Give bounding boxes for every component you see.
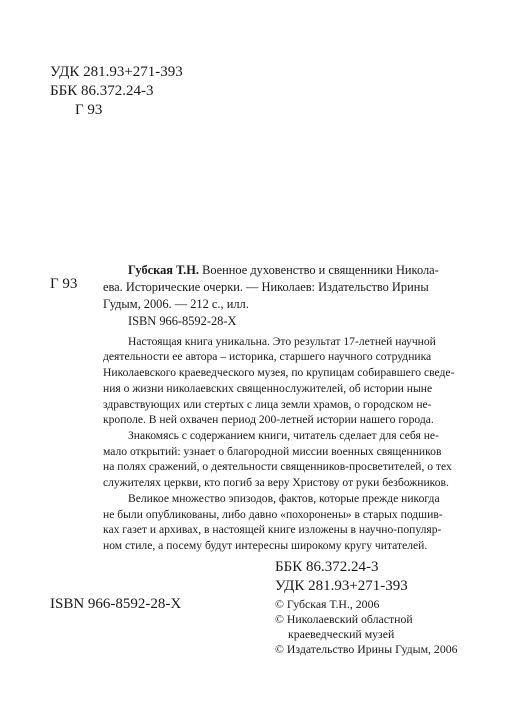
annotation-line: ния о жизни николаевских священнослужителей, об истории ныне: [103, 382, 433, 395]
annotation-line: Николаевского краеведческого музея, по крупицам собиравшего сведе-: [103, 366, 455, 379]
annotation-line: на полях сражений, о деятельности священников-просветителей, о тех: [103, 460, 452, 473]
annotation-line: Настоящая книга уникальна. Это результат 17-летней научной: [128, 335, 436, 348]
footer-isbn: ISBN 966-8592-28-X: [50, 596, 182, 612]
annotation-line: мало открытий: узнает о благородной миссии военных священников: [103, 445, 442, 458]
copyright-line: © Губская Т.Н., 2006: [275, 597, 380, 611]
footer-bbk-code: ББК 86.372.24-3: [275, 559, 379, 575]
copyright-line: © Издательство Ирины Гудым, 2006: [275, 642, 458, 656]
biblio-author-mark: Г 93: [50, 276, 78, 292]
annotation-line: ном стиле, а посему будут интересны широкому кругу читателей.: [103, 539, 428, 552]
biblio-author: Губская Т.Н.: [128, 263, 199, 277]
biblio-line-2: ева. Исторические очерки. — Николаев: Издательство Ирины: [103, 280, 429, 294]
biblio-first-line: [128, 262, 439, 279]
biblio-line-3: Гудым, 2006. — 212 с., илл.: [103, 297, 249, 311]
udk-code: УДК 281.93+271-393: [50, 64, 183, 80]
copyright-line: © Николаевский областной: [275, 612, 413, 626]
author-mark: Г 93: [75, 102, 103, 118]
copyright-line: краеведческий музей: [288, 627, 395, 641]
annotation-line: деятельности ее автора – историка, старшего научного сотрудника: [103, 350, 432, 363]
annotation-line: ках газет и архивах, в настоящей книге изложены в научно-популяр-: [103, 523, 442, 536]
annotation-line: Великое множество эпизодов, фактов, которые прежде никогда: [128, 492, 440, 505]
biblio-isbn: ISBN 966-8592-28-X: [128, 314, 237, 328]
footer-udk-code: УДК 281.93+271-393: [275, 578, 408, 594]
bbk-code: ББК 86.372.24-3: [50, 83, 154, 99]
annotation-line: здравствующих или стертых с лица земли храмов, о городском не-: [103, 398, 432, 411]
annotation-line: Знакомясь с содержанием книги, читатель сделает для себя не-: [128, 429, 439, 442]
annotation-line: не были опубликованы, либо давно «похоронены» в старых подшив-: [103, 508, 443, 521]
annotation-line: крополе. В ней охвачен период 200-летней истории нашего города.: [103, 413, 434, 426]
biblio-title-line: Военное духовенство и священники Никола-: [202, 263, 439, 277]
annotation-line: служителях церкви, кто погиб за веру Христову от руки безбожников.: [103, 476, 449, 489]
